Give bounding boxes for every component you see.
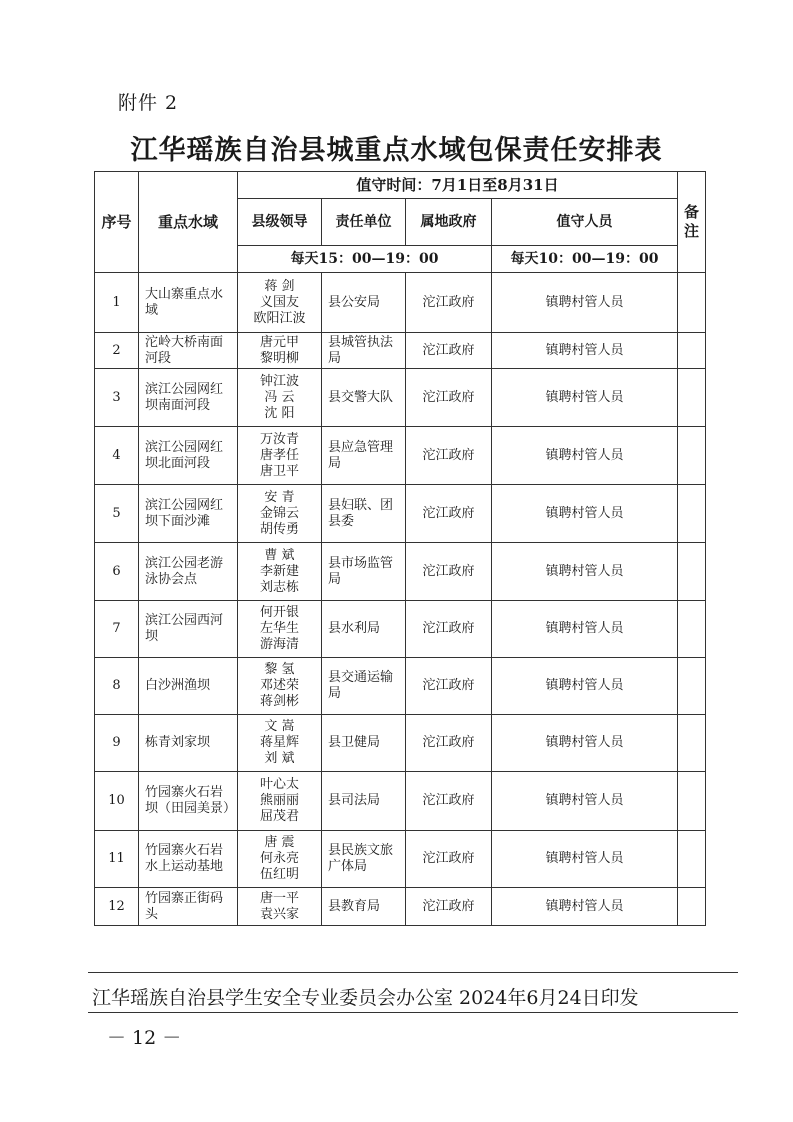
row-staff: 镇聘村管人员 [492,772,678,831]
row-seq: 4 [95,427,139,485]
row-unit: 县妇联、团县委 [322,485,406,543]
leader-name: 黎 氢 [264,662,295,677]
row-note [678,658,706,715]
row-seq: 3 [95,369,139,427]
row-staff: 镇聘村管人员 [492,715,678,772]
row-area: 栋青刘家坝 [139,715,238,772]
footer-issuer: 江华瑶族自治县学生安全专业委员会办公室 2024年6月24日印发 [92,987,639,1009]
row-seq: 2 [95,333,139,369]
row-staff: 镇聘村管人员 [492,427,678,485]
leader-name: 万汝青 [259,431,299,447]
table-row [95,333,706,369]
attachment-label: 附件 2 [118,92,179,114]
leader-name: 刘 斌 [264,751,295,766]
table-row [95,369,706,427]
leader-name: 唐孝任 [259,447,299,463]
row-gov: 沱江政府 [406,273,492,333]
row-leaders [238,543,322,601]
leader-name: 伍红明 [259,867,299,882]
row-leaders [238,273,322,333]
header-note: 备注 [678,172,706,273]
row-leaders [238,485,322,543]
row-gov: 沱江政府 [406,333,492,369]
row-area: 竹园寨火石岩坝（田园美景） [139,772,238,831]
leader-name: 曹 斌 [264,547,295,563]
row-staff: 镇聘村管人员 [492,601,678,658]
row-staff: 镇聘村管人员 [492,543,678,601]
row-seq: 1 [95,273,139,333]
header-leader: 县级领导 [238,199,322,246]
leader-name: 欧阳江波 [253,310,306,326]
table-row [95,543,706,601]
leader-name: 冯 云 [264,389,295,405]
leader-name: 金锦云 [259,505,299,521]
row-gov: 沱江政府 [406,543,492,601]
row-leaders [238,772,322,831]
leader-name: 熊丽丽 [259,793,299,808]
row-unit: 县卫健局 [322,715,406,772]
row-note [678,715,706,772]
table-row [95,427,706,485]
row-unit: 县水利局 [322,601,406,658]
row-leaders [238,715,322,772]
row-gov: 沱江政府 [406,427,492,485]
leader-name: 唐 震 [264,835,295,850]
leader-name: 钟江波 [259,373,299,389]
row-note [678,831,706,888]
leader-name: 蒋剑彬 [259,694,299,709]
table-row [95,831,706,888]
footer-top-rule [88,972,738,973]
table-row [95,888,706,926]
row-leaders [238,333,322,369]
row-area: 滨江公园老游泳协会点 [139,543,238,601]
row-leaders [238,427,322,485]
leader-name: 邓述荣 [259,678,299,693]
row-unit: 县教育局 [322,888,406,926]
row-area: 滨江公园网红坝北面河段 [139,427,238,485]
row-unit: 县公安局 [322,273,406,333]
table-row [95,658,706,715]
row-gov: 沱江政府 [406,485,492,543]
row-seq: 12 [95,888,139,926]
row-staff: 镇聘村管人员 [492,485,678,543]
row-unit: 县交警大队 [322,369,406,427]
leader-name: 沈 阳 [264,405,295,421]
row-unit: 县市场监管局 [322,543,406,601]
row-seq: 8 [95,658,139,715]
row-staff: 镇聘村管人员 [492,888,678,926]
leader-name: 黎明柳 [259,350,299,366]
row-note [678,485,706,543]
responsibility-table [94,171,706,926]
leader-name: 蒋 剑 [264,278,295,294]
row-unit: 县民族文旅广体局 [322,831,406,888]
row-note [678,772,706,831]
row-gov: 沱江政府 [406,658,492,715]
leader-name: 左华生 [259,621,299,636]
header-unit: 责任单位 [322,199,406,246]
row-gov: 沱江政府 [406,772,492,831]
row-area: 沱岭大桥南面河段 [139,333,238,369]
table-row [95,485,706,543]
row-note [678,543,706,601]
row-gov: 沱江政府 [406,888,492,926]
row-seq: 6 [95,543,139,601]
row-staff: 镇聘村管人员 [492,831,678,888]
row-leaders [238,369,322,427]
table-row [95,772,706,831]
header-staff: 值守人员 [492,199,678,246]
row-unit: 县城管执法局 [322,333,406,369]
row-note [678,369,706,427]
table-body [95,273,706,926]
row-area: 滨江公园西河坝 [139,601,238,658]
row-gov: 沱江政府 [406,831,492,888]
row-note [678,333,706,369]
leader-name: 李新建 [259,563,299,579]
leader-name: 刘志栋 [259,579,299,595]
page-title: 江华瑶族自治县城重点水域包保责任安排表 [130,135,663,166]
header-area: 重点水域 [139,172,238,273]
table-row [95,601,706,658]
row-leaders [238,831,322,888]
row-note [678,427,706,485]
leader-name: 蒋星辉 [259,735,299,750]
row-seq: 9 [95,715,139,772]
row-note [678,601,706,658]
row-seq: 11 [95,831,139,888]
row-unit: 县司法局 [322,772,406,831]
leader-name: 叶心太 [259,777,299,792]
row-gov: 沱江政府 [406,715,492,772]
row-unit: 县交通运输局 [322,658,406,715]
leader-name: 唐卫平 [259,463,299,479]
row-area: 白沙洲渔坝 [139,658,238,715]
header-duty-period: 值守时间：7月1日至8月31日 [238,172,678,199]
row-leaders [238,888,322,926]
row-note [678,273,706,333]
leader-name: 文 嵩 [264,719,295,734]
row-gov: 沱江政府 [406,601,492,658]
row-area: 竹园寨火石岩水上运动基地 [139,831,238,888]
leader-name: 唐元甲 [259,334,299,350]
leader-name: 胡传勇 [259,521,299,537]
row-area: 滨江公园网红坝南面河段 [139,369,238,427]
footer-bottom-rule [88,1012,738,1013]
leader-name: 袁兴家 [259,906,299,922]
row-staff: 镇聘村管人员 [492,658,678,715]
row-area: 竹园寨正街码头 [139,888,238,926]
leader-name: 唐一平 [259,890,299,906]
row-staff: 镇聘村管人员 [492,273,678,333]
leader-name: 何永亮 [259,851,299,866]
row-unit: 县应急管理局 [322,427,406,485]
row-staff: 镇聘村管人员 [492,369,678,427]
page-number: － 12 － [107,1027,182,1049]
header-time-county: 每天15：00—19：00 [238,246,492,273]
leader-name: 何开银 [259,605,299,620]
leader-name: 屈茂君 [259,809,299,824]
table-row [95,715,706,772]
row-area: 大山寨重点水域 [139,273,238,333]
row-seq: 10 [95,772,139,831]
row-area: 滨江公园网红坝下面沙滩 [139,485,238,543]
row-seq: 5 [95,485,139,543]
header-seq: 序号 [95,172,139,273]
header-time-town: 每天10：00—19：00 [492,246,678,273]
header-gov: 属地政府 [406,199,492,246]
table-row [95,273,706,333]
row-staff: 镇聘村管人员 [492,333,678,369]
row-note [678,888,706,926]
row-leaders [238,658,322,715]
leader-name: 义国友 [259,294,299,310]
row-gov: 沱江政府 [406,369,492,427]
leader-name: 安 青 [264,489,295,505]
row-seq: 7 [95,601,139,658]
leader-name: 游海清 [259,637,299,652]
row-leaders [238,601,322,658]
